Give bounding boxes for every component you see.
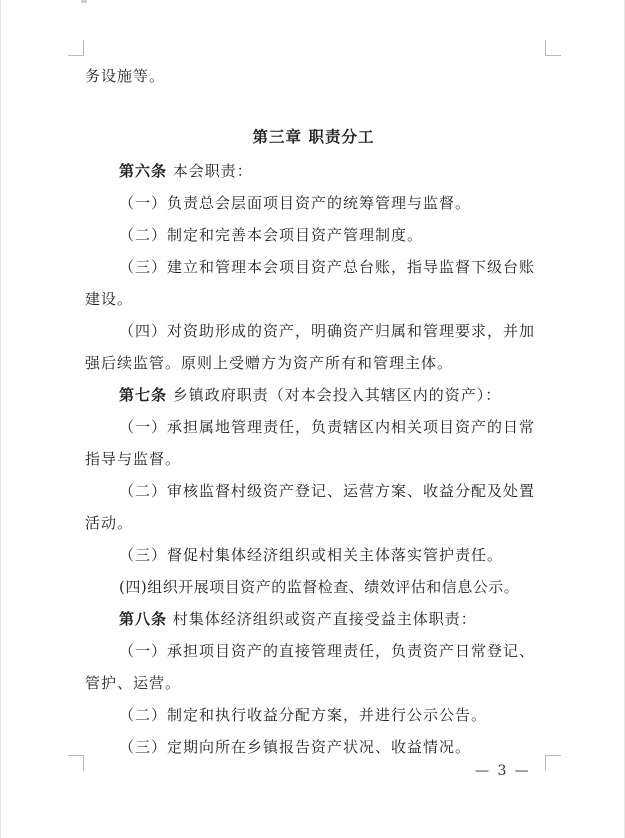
article-7-item-1-cont: 指导与监督。 [85, 450, 182, 468]
article-8-line [119, 609, 477, 629]
article-6-item-4-cont: 强后续监管。原则上受赠方为资产所有和管理主体。 [85, 354, 454, 372]
page-number: — 3 — [475, 763, 531, 779]
article-8-item-2: （二）制定和执行收益分配方案，并进行公示公告。 [119, 706, 488, 724]
article-6-line [119, 161, 253, 181]
page-top-marker [81, 0, 87, 3]
article-7-item-2: （二）审核监督村级资产登记、运营方案、收益分配及处置 [119, 482, 536, 500]
article-8-heading: 第八条 [119, 610, 168, 628]
article-7-item-3: （三）督促村集体经济组织或相关主体落实管护责任。 [119, 546, 504, 564]
article-6-heading: 第六条 [119, 162, 168, 180]
article-7-item-4: (四)组织开展项目资产的监督检查、绩效评估和信息公示。 [119, 578, 520, 596]
article-8-intro: 村集体经济组织或资产直接受益主体职责： [172, 610, 477, 628]
article-6-intro: 本会职责： [172, 162, 253, 180]
article-6-item-3: （三）建立和管理本会项目资产总台账，指导监督下级台账 [119, 258, 536, 276]
crop-mark-bottom-left [68, 755, 84, 771]
article-7-line [119, 385, 501, 405]
article-6-item-1: （一）负责总会层面项目资产的统筹管理与监督。 [119, 194, 472, 212]
article-7-item-1: （一）承担属地管理责任，负责辖区内相关项目资产的日常 [119, 418, 536, 436]
crop-mark-top-left [68, 40, 84, 56]
continuation-line: 务设施等。 [85, 67, 166, 85]
article-6-item-2: （二）制定和完善本会项目资产管理制度。 [119, 226, 424, 244]
article-8-item-1-cont: 管护、运营。 [85, 674, 182, 692]
crop-mark-top-right [545, 40, 561, 56]
article-6-item-3-cont: 建设。 [85, 290, 134, 308]
article-7-item-2-cont: 活动。 [85, 514, 134, 532]
crop-mark-bottom-right [545, 755, 561, 771]
article-8-item-1: （一）承担项目资产的直接管理责任，负责资产日常登记、 [119, 642, 536, 660]
article-7-heading: 第七条 [119, 386, 168, 404]
article-6-item-4: （四）对资助形成的资产，明确资产归属和管理要求，并加 [119, 322, 536, 340]
chapter-title: 第三章 职责分工 [252, 128, 375, 146]
article-7-intro: 乡镇政府职责（对本会投入其辖区内的资产）： [172, 386, 502, 404]
article-8-item-3: （三）定期向所在乡镇报告资产状况、收益情况。 [119, 738, 472, 756]
